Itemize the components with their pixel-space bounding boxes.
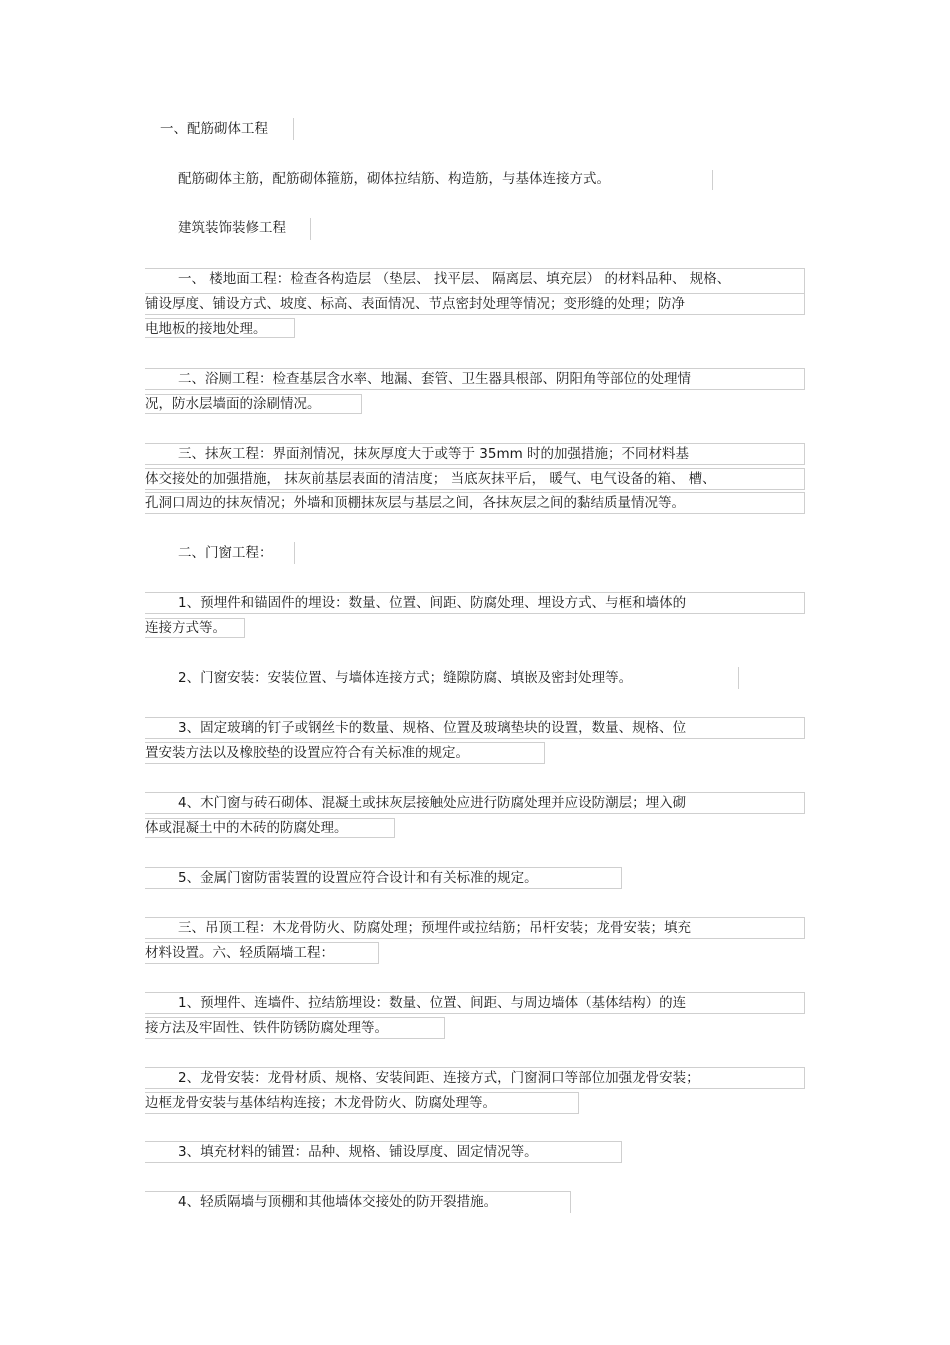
paragraph-line: 边框龙骨安装与基体结构连接；木龙骨防火、防腐处理等。 [145, 1095, 496, 1111]
paragraph-line: 三、吊顶工程：木龙骨防火、防腐处理；预埋件或拉结筋；吊杆安装；龙骨安装；填充 [178, 920, 691, 936]
paragraph-line: 电地板的接地处理。 [145, 321, 267, 337]
paragraph-line: 4、木门窗与砖石砌体、混凝土或抹灰层接触处应进行防腐处理并应设防潮层；埋入砌 [178, 795, 687, 811]
paragraph-line: 体或混凝土中的木砖的防腐处理。 [145, 820, 348, 836]
section-heading: 一、配筋砌体工程 [160, 121, 268, 137]
frame-tick [310, 218, 311, 240]
paragraph-line: 1、预埋件、连墙件、拉结筋埋设：数量、位置、间距、与周边墙体（基体结构）的连 [178, 995, 687, 1011]
paragraph-line: 材料设置。六、轻质隔墙工程： [145, 945, 334, 961]
paragraph-line: 一、 楼地面工程：检查各构造层 （垫层、 找平层、 隔离层、填充层） 的材料品种、 规格、 [178, 271, 731, 287]
paragraph-line: 5、金属门窗防雷装置的设置应符合设计和有关标准的规定。 [178, 870, 538, 886]
paragraph-line: 置安装方法以及橡胶垫的设置应符合有关标准的规定。 [145, 745, 469, 761]
paragraph-line: 2、龙骨安装：龙骨材质、规格、安装间距、连接方式，门窗洞口等部位加强龙骨安装； [178, 1070, 700, 1086]
paragraph-line: 体交接处的加强措施， 抹灰前基层表面的清洁度； 当底灰抹平后， 暖气、电气设备的箱、 槽、 [145, 471, 716, 487]
paragraph-line: 三、抹灰工程：界面剂情况，抹灰厚度大于或等于 35mm 时的加强措施；不同材料基 [178, 446, 690, 462]
frame-tick [293, 118, 294, 140]
frame-tick [712, 170, 713, 190]
frame-tick [738, 667, 739, 689]
paragraph-line: 铺设厚度、铺设方式、坡度、标高、表面情况、节点密封处理等情况；变形缝的处理；防净 [145, 296, 685, 312]
section-heading: 二、门窗工程： [178, 545, 273, 561]
paragraph-line: 3、填充材料的铺置：品种、规格、铺设厚度、固定情况等。 [178, 1144, 538, 1160]
paragraph-line: 二、浴厕工程：检查基层含水率、地漏、套管、卫生器具根部、阴阳角等部位的处理情 [178, 371, 691, 387]
paragraph-line: 配筋砌体主筋，配筋砌体箍筋，砌体拉结筋、构造筋，与基体连接方式。 [178, 171, 610, 187]
paragraph-line: 3、固定玻璃的钉子或钢丝卡的数量、规格、位置及玻璃垫块的设置，数量、规格、位 [178, 720, 687, 736]
section-heading: 建筑装饰装修工程 [178, 220, 286, 236]
paragraph-line: 2、门窗安装：安装位置、与墙体连接方式；缝隙防腐、填嵌及密封处理等。 [178, 670, 633, 686]
paragraph-line: 1、预埋件和锚固件的埋设：数量、位置、间距、防腐处理、埋设方式、与框和墙体的 [178, 595, 687, 611]
paragraph-line: 况，防水层墙面的涂刷情况。 [145, 396, 321, 412]
frame-tick [294, 542, 295, 564]
paragraph-line: 连接方式等。 [145, 620, 226, 636]
paragraph-line: 孔洞口周边的抹灰情况；外墙和顶棚抹灰层与基层之间，各抹灰层之间的黏结质量情况等。 [145, 495, 685, 511]
paragraph-line: 4、轻质隔墙与顶棚和其他墙体交接处的防开裂措施。 [178, 1194, 498, 1210]
paragraph-line: 接方法及牢固性、铁件防锈防腐处理等。 [145, 1020, 388, 1036]
